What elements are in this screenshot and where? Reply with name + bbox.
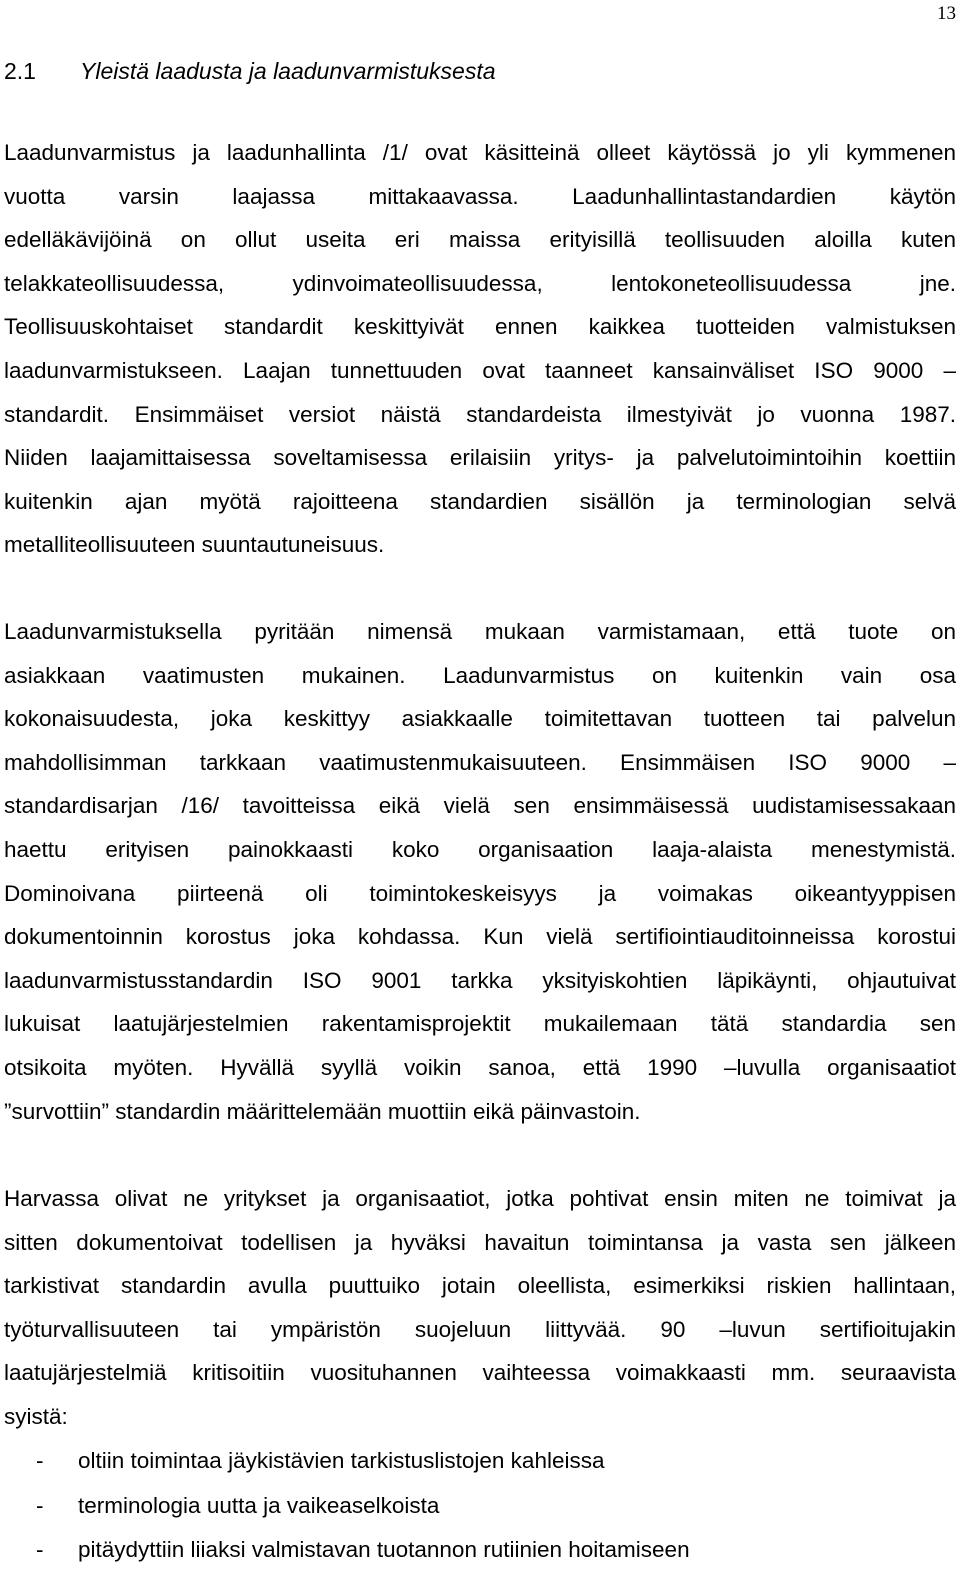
text-line: Dominoivana piirteenä oli toimintokeskeisyys ja voimakas oikeantyyppisen [4, 880, 956, 906]
section-heading [4, 58, 496, 85]
text-line: laadunvarmistusstandardin ISO 9001 tarkka yksityiskohtien läpikäynti, ohjautuivat [4, 967, 956, 993]
text-line: Harvassa olivat ne yritykset ja organisaatiot, jotka pohtivat ensin miten ne toimivat ja [4, 1186, 956, 1211]
text-line: sitten dokumentoivat todellisen ja hyväksi havaitun toimintansa ja vasta sen jälkeen [4, 1229, 956, 1255]
list-item-text: oltiin toimintaa jäykistävien tarkistuslistojen kahleissa [78, 1448, 605, 1473]
text-line: asiakkaan vaatimusten mukainen. Laadunvarmistus on kuitenkin vain osa [4, 662, 956, 688]
text-line: Niiden laajamittaisessa soveltamisessa erilaisiin yritys- ja palvelutoimintoihin koettiin [4, 445, 956, 471]
text-line: Laadunvarmistuksella pyritään nimensä mukaan varmistamaan, että tuote on [4, 619, 956, 644]
text-line: dokumentoinnin korostus joka kohdassa. Kun vielä sertifiointiauditoinneissa korostui [4, 924, 956, 950]
bullet-list [4, 1439, 956, 1573]
text-line: kokonaisuudesta, joka keskittyy asiakkaalle toimitettavan tuotteen tai palvelun [4, 706, 956, 732]
paragraph-3 [4, 1177, 956, 1439]
text-line: otsikoita myöten. Hyvällä syyllä voikin sanoa, että 1990 –luvulla organisaatiot [4, 1054, 956, 1080]
text-line: ”survottiin” standardin määrittelemään muottiin eikä päinvastoin. [4, 1098, 641, 1124]
list-item [4, 1439, 956, 1484]
text-line: mahdollisimman tarkkaan vaatimustenmukaisuuteen. Ensimmäisen ISO 9000 – [4, 749, 956, 775]
text-line: syistä: [4, 1403, 68, 1429]
text-line: telakkateollisuudessa, ydinvoimateollisuudessa, lentokoneteollisuudessa jne. [4, 270, 956, 296]
section-title: Yleistä laadusta ja laadunvarmistuksesta [80, 58, 496, 84]
text-line: tarkistivat standardin avulla puuttuiko jotain oleellista, esimerkiksi riskien hallintaan, [4, 1273, 956, 1299]
text-line: Teollisuuskohtaiset standardit keskittyivät ennen kaikkea tuotteiden valmistuksen [4, 314, 956, 340]
text-line: vuotta varsin laajassa mittakaavassa. Laadunhallintastandardien käytön [4, 183, 956, 209]
text-line: työturvallisuuteen tai ympäristön suojeluun liittyvää. 90 –luvun sertifioitujakin [4, 1316, 956, 1342]
text-line: Laadunvarmistus ja laadunhallinta /1/ ovat käsitteinä olleet käytössä jo yli kymmenen [4, 140, 956, 165]
list-marker: - [36, 1537, 44, 1562]
text-line: lukuisat laatujärjestelmien rakentamisprojektit mukailemaan tätä standardia sen [4, 1011, 956, 1037]
text-line: standardisarjan /16/ tavoitteissa eikä vielä sen ensimmäisessä uudistamisessakaan [4, 793, 956, 819]
text-line: standardit. Ensimmäiset versiot näistä standardeista ilmestyivät jo vuonna 1987. [4, 401, 956, 427]
text-line: haettu erityisen painokkaasti koko organisaation laaja-alaista menestymistä. [4, 836, 956, 862]
section-number: 2.1 [4, 58, 36, 84]
text-line: laatujärjestelmiä kritisoitiin vuosituhannen vaihteessa voimakkaasti mm. seuraavista [4, 1360, 956, 1386]
list-marker: - [36, 1492, 44, 1518]
list-item [4, 1484, 956, 1529]
text-line: edelläkävijöinä on ollut useita eri maissa erityisillä teollisuuden aloilla kuten [4, 227, 956, 253]
page-number: 13 [937, 3, 956, 24]
list-item [4, 1528, 956, 1573]
list-marker: - [36, 1448, 44, 1473]
text-line: metalliteollisuuteen suuntautuneisuus. [4, 532, 385, 558]
text-line: laadunvarmistukseen. Laajan tunnettuuden ovat taanneet kansainväliset ISO 9000 – [4, 357, 956, 383]
list-item-text: pitäydyttiin liiaksi valmistavan tuotannon rutiinien hoitamiseen [78, 1537, 690, 1562]
list-item-text: terminologia uutta ja vaikeaselkoista [78, 1492, 440, 1518]
text-line: kuitenkin ajan myötä rajoitteena standardien sisällön ja terminologian selvä [4, 488, 956, 514]
paragraph-1 [4, 131, 956, 567]
paragraph-2 [4, 610, 956, 1133]
